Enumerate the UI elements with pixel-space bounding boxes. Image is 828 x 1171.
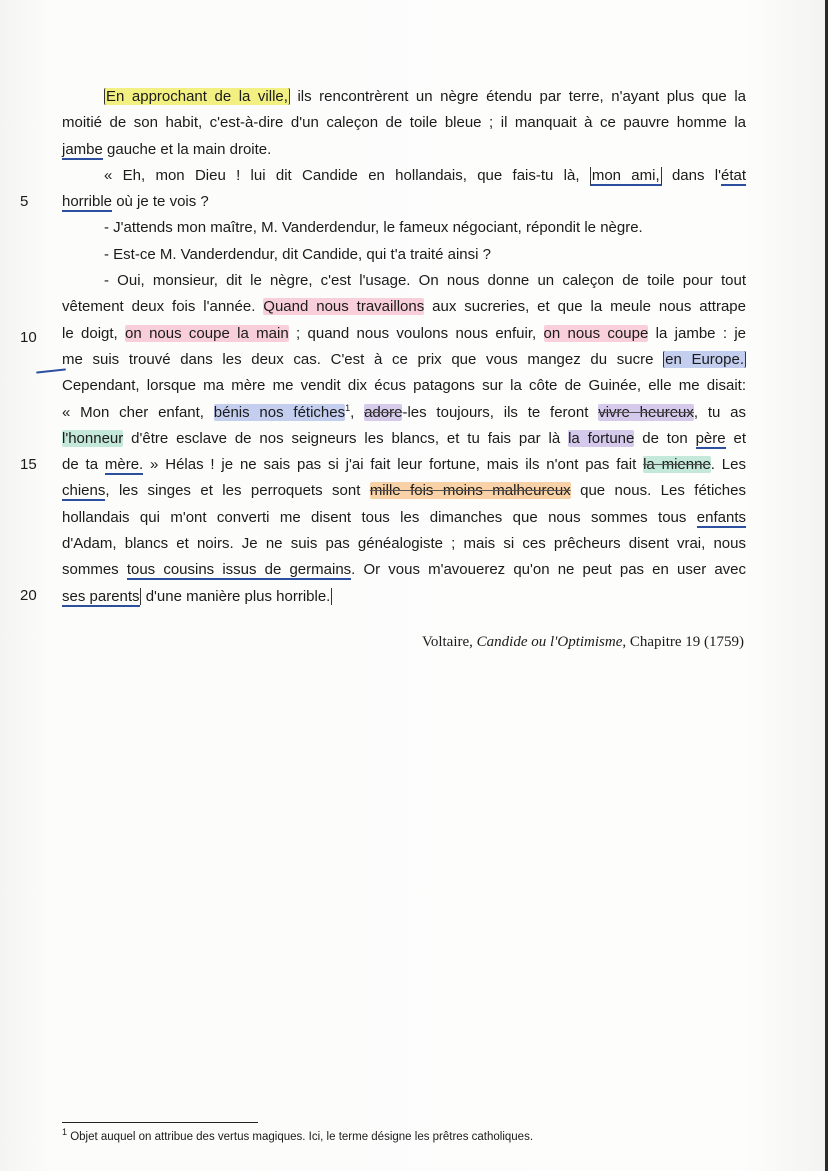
- highlight-pink: on nous coupe la main: [125, 324, 289, 342]
- text-segment: où je te vois ?: [112, 193, 209, 211]
- text-segment: de ta: [62, 456, 105, 474]
- text-segment: « Mon cher enfant,: [62, 403, 214, 421]
- text-segment: - J'attends mon maître, M. Vanderdendur, le fameux négociant, répondit le nègre.: [104, 219, 643, 237]
- text-segment: moitié de son habit, c'est-à-dire d'un caleçon de toile bleue ; il manquait à ce pauvre homme la: [62, 114, 746, 132]
- line-number-5: 5: [20, 193, 29, 210]
- text-segment: me suis trouvé dans les deux cas. C'est à ce prix que vous mangez du sucre: [62, 350, 664, 368]
- underline-blue: ses parents: [62, 587, 140, 605]
- line-number-10: 10: [20, 329, 37, 346]
- text-segment: - Est-ce M. Vanderdendur, dit Candide, qui t'a traité ainsi ?: [104, 245, 491, 263]
- underline-blue: père: [695, 429, 726, 447]
- highlight-purple: vivre heureux: [598, 403, 694, 421]
- text-segment: gauche et la main droite.: [102, 140, 272, 158]
- footnote-separator: [62, 1122, 258, 1123]
- highlight-purple: adore: [364, 403, 403, 421]
- text-segment: sommes: [62, 561, 127, 579]
- text-segment: ils rencontrèrent un nègre étendu par terre, n'ayant plus que la: [289, 88, 746, 105]
- text-segment: la jambe : je: [648, 324, 747, 342]
- text-segment: , tu as: [693, 403, 747, 421]
- text-segment: ; quand nous voulons nous enfuir,: [288, 324, 544, 342]
- highlight-green: l'honneur: [62, 429, 124, 447]
- text-segment: » Hélas ! je ne sais pas si j'ai fait leur fortune, mais ils n'ont pas fait: [143, 456, 644, 474]
- text-segment: d'une manière plus horrible.: [141, 587, 331, 605]
- underline-blue: tous cousins issus de germains: [126, 561, 352, 579]
- underline-blue: chiens: [62, 482, 106, 500]
- text-segment: . Les: [710, 456, 746, 474]
- text-segment: d'être esclave de nos seigneurs les blancs, et tu fais par là: [123, 429, 569, 447]
- text-segment: -les toujours, ils te feront: [402, 403, 599, 421]
- highlight-purple: la fortune: [568, 429, 635, 447]
- text-segment: dans l': [661, 166, 721, 184]
- text-segment: « Eh, mon Dieu ! lui dit Candide en hollandais, que fais-tu là,: [104, 166, 590, 184]
- text-line: [62, 400, 746, 426]
- citation: [422, 634, 744, 651]
- text-segment: Cependant, lorsque ma mère me vendit dix écus patagons sur la côte de Guinée, elle me disait:: [62, 377, 746, 395]
- text-segment: . Or vous m'avouerez qu'on ne peut pas en user avec: [351, 561, 747, 579]
- text-segment: hollandais qui m'ont converti me disent tous les dimanches que nous sommes tous: [62, 508, 697, 526]
- text-line: [62, 478, 746, 504]
- highlight-orange: mille fois moins malheureux: [369, 482, 571, 500]
- text-line: [62, 84, 746, 110]
- highlight-blue: bénis nos fétiches: [213, 403, 346, 421]
- text-line: [62, 373, 746, 399]
- text-line: [62, 321, 746, 347]
- text-segment: d'Adam, blancs et noirs. Je ne suis pas généalogiste ; mais si ces prêcheurs disent vrai, nous: [62, 535, 746, 553]
- text-line: [62, 505, 746, 531]
- text-line: [62, 110, 746, 136]
- footnote-number: 1: [62, 1127, 68, 1138]
- text-line: [62, 347, 746, 373]
- line-number-20: 20: [20, 587, 37, 604]
- text-line: [62, 557, 746, 583]
- highlight-blue: en Europe.: [665, 350, 744, 368]
- text-segment: que nous. Les fétiches: [570, 482, 746, 500]
- underline-blue: état: [720, 166, 747, 184]
- underline-blue: jambe: [62, 140, 103, 158]
- text-line: [62, 268, 746, 294]
- text-line: [62, 189, 746, 215]
- footnote: [62, 1127, 534, 1143]
- highlight-green: la mienne: [643, 456, 711, 474]
- text-line: [62, 452, 746, 478]
- underline-blue: enfants: [696, 508, 746, 526]
- text-segment: le doigt,: [62, 324, 126, 342]
- text-segment: aux sucreries, et que la meule nous attrape: [424, 298, 746, 316]
- highlight-pink: on nous coupe: [543, 324, 649, 342]
- footnote-marker: 1: [345, 402, 351, 413]
- highlight-pink: Quand nous travaillons: [263, 298, 425, 316]
- text-segment: de ton: [634, 429, 696, 447]
- text-segment: vêtement deux fois l'année.: [62, 298, 264, 316]
- underline-blue: mon ami,: [591, 166, 660, 184]
- text-line: [62, 163, 746, 189]
- text-segment: et: [725, 429, 746, 447]
- underline-blue: mère.: [104, 456, 144, 474]
- citation-work: Candide ou l'Optimisme: [476, 634, 623, 650]
- underline-blue: horrible: [62, 193, 113, 211]
- text-segment: ,: [350, 403, 365, 421]
- footnote-text: Objet auquel on attribue des vertus magiques. Ici, le terme désigne les prêtres catholiques.: [67, 1131, 534, 1143]
- text-segment: - Oui, monsieur, dit le nègre, c'est l'usage. On nous donne un caleçon de toile pour tout: [104, 272, 746, 290]
- citation-detail: , Chapitre 19 (1759): [622, 634, 744, 650]
- highlight-yellow: En approchant de la ville,: [106, 88, 288, 105]
- text-line: [62, 242, 746, 268]
- text-line: [62, 215, 746, 241]
- text-segment: , les singes et les perroquets sont: [105, 482, 370, 500]
- text-line: [62, 426, 746, 452]
- text-line: [62, 294, 746, 320]
- citation-author: Voltaire,: [421, 634, 477, 650]
- text-line: [62, 137, 746, 163]
- excerpt-text: [62, 84, 746, 610]
- text-line: [62, 584, 746, 610]
- text-line: [62, 531, 746, 557]
- line-number-15: 15: [20, 456, 37, 473]
